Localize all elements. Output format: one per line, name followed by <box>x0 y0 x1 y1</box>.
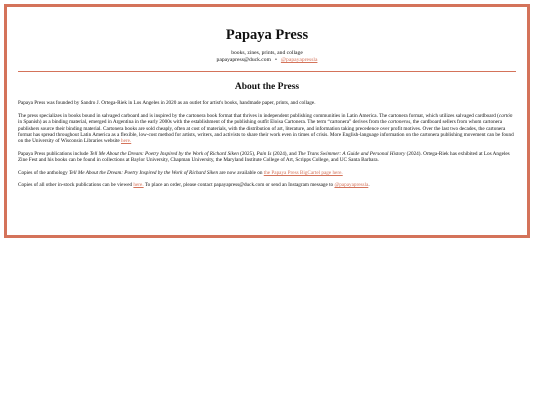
site-title: Papaya Press <box>225 27 309 43</box>
contact-email: papayapress@duck.com <box>216 57 271 64</box>
book-title-pain-is: Pain Is <box>256 150 272 157</box>
orders-text-1: Copies of all other in-stock publications can be viewed <box>18 182 134 189</box>
book-title-dream: Tell Me About the Dream: Poetry Inspired by the Work of Richard Siken <box>89 150 239 157</box>
cartonera-text-2: in Spanish) as a binding material, emerged in Argentina in the early 2000s with the establishment of the publishing outfit Eloisa Cartonera. The term “cartonera” derives from the <box>18 119 388 126</box>
cartoneros-term: cartoneros <box>387 119 411 126</box>
carton-term: cartón <box>498 112 513 119</box>
page-frame <box>4 4 530 238</box>
anthology-text-2: are now available on <box>218 169 264 176</box>
contact-line <box>18 57 516 64</box>
publications-text-2: (2025), <box>238 150 257 157</box>
header-divider <box>18 71 516 72</box>
page-content <box>7 26 527 188</box>
site-tagline: books, zines, prints, and collage <box>231 50 303 56</box>
book-title-trans-swimmer: The Trans Swimmer: A Guide and Personal History <box>297 150 406 157</box>
about-paragraph-founding <box>18 100 516 106</box>
about-paragraph-orders <box>18 182 516 188</box>
publications-text-4: (2024). Ortega-Riek has exhibited at Los Angeles Zine Fest and his books can be found in collections at Baylor University, Chapman University, the Maryland Institute College of Art, Scripps College, and UC Santa Barbara. <box>18 150 510 164</box>
orders-text-2: To place an order, please contact papayapress@duck.com or send an Instagram message to <box>143 182 335 189</box>
uw-libraries-link[interactable]: here. <box>121 138 132 145</box>
orders-instagram-link[interactable]: @papayapressla <box>334 182 369 189</box>
anthology-text-1: Copies of the anthology <box>18 169 70 176</box>
about-paragraph-cartonera <box>18 113 516 145</box>
publications-text-1: Papaya Press publications include <box>18 150 90 157</box>
orders-text-end: . <box>368 182 370 189</box>
cartonera-text-3: , the cardboard sellers from whom cartonera publishers source their binding material. Cartonera books are sold cheaply, often at cost of materials, with the distribution of art, literature, and information taking precedence over profit motives. Over the last two decades, the cartonera format has spread throughout Latin America as a flexible, low-cost method for artists, writers, and activists to share their work even in times of crisis. More English-language information on the cartonera publishing movement can be found on the University of Wisconsin Libraries website <box>18 119 514 145</box>
publications-link[interactable]: here. <box>133 182 144 189</box>
about-paragraph-publications <box>18 151 516 164</box>
anthology-title: Tell Me About the Dream: Poetry Inspired by the Work of Richard Siken <box>69 169 219 176</box>
publications-text-3: (2024), and <box>271 150 298 157</box>
about-paragraph-anthology <box>18 170 516 176</box>
about-heading: About the Press <box>234 82 300 93</box>
instagram-link[interactable]: @papayapressla <box>280 57 318 64</box>
founding-text: Papaya Press was founded by Sandro J. Ortega-Riek in Los Angeles in 2020 as an outlet for artist's books, handmade paper, prints, and collage. <box>18 100 316 107</box>
cartonera-text-1: The press specializes in books bound in salvaged carboard and is inspired by the cartonera book format that thrives in independent publishing communities in Latin America. The cartonera format, which utilizes salvaged cardboard ( <box>18 112 499 119</box>
contact-separator: • <box>274 57 277 64</box>
bigcartel-link[interactable]: the Papaya Press BigCartel page here. <box>263 169 343 176</box>
